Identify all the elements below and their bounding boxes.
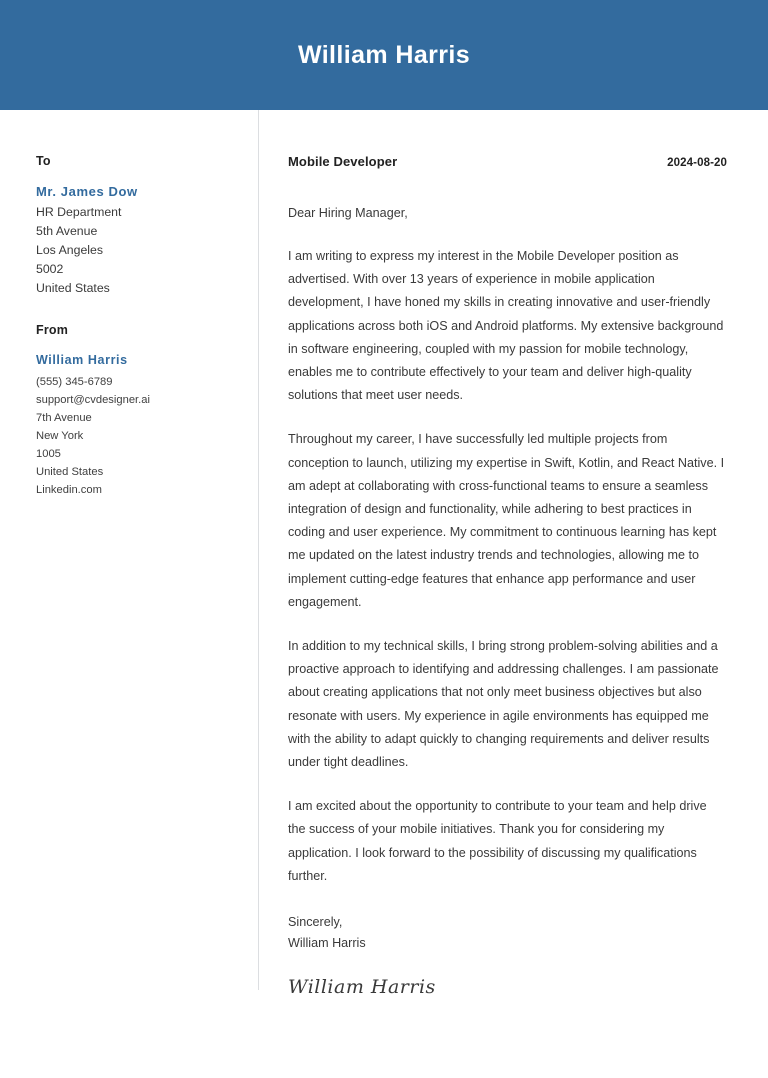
letter-main-column bbox=[259, 110, 768, 998]
sender-heading: From bbox=[36, 323, 69, 337]
position-title: Mobile Developer bbox=[288, 154, 398, 169]
recipient-address-line: 5002 bbox=[36, 262, 64, 276]
letter-paragraph: Throughout my career, I have successfully led multiple projects from conception to launch, utilizing my expertise in Swift, Kotlin, and React Native. I am adept at collaborating with cross-functional teams to ensure a seamless integration of design and functionality, while adhering to best practices in coding and user experience. My commitment to continuous learning has kept me updated on the latest industry trends and technologies, allowing me to implement cutting-edge features that enhance app performance and user engagement. bbox=[288, 432, 725, 609]
letter-body bbox=[0, 110, 768, 998]
recipient-address-line: Los Angeles bbox=[36, 243, 104, 257]
letter-paragraph: I am writing to express my interest in the Mobile Developer position as advertised. With over 13 years of experience in mobile application development, I have honed my skills in creating innovative and user-friendly applications across both iOS and Android platforms. My extensive background in software engineering, coupled with my passion for mobile technology, enables me to contribute effectively to your team and deliver high-quality solutions that meet user needs. bbox=[288, 249, 724, 403]
sender-address-line: United States bbox=[36, 466, 104, 478]
contact-sidebar bbox=[0, 110, 258, 499]
signature: William Harris bbox=[288, 976, 436, 999]
sender-block bbox=[36, 323, 234, 499]
sender-name: William Harris bbox=[36, 353, 128, 367]
letter-date: 2024-08-20 bbox=[667, 157, 727, 169]
recipient-address-line: HR Department bbox=[36, 205, 122, 219]
sender-address-line: New York bbox=[36, 430, 84, 442]
recipient-address-line: United States bbox=[36, 281, 110, 295]
letter-paragraph: I am excited about the opportunity to contribute to your team and help drive the success of your mobile initiatives. Thank you for considering my application. I look forward to the possibility of discussing my qualifications further. bbox=[288, 799, 707, 883]
sender-email: support@cvdesigner.ai bbox=[36, 394, 150, 406]
letter-header-banner bbox=[0, 0, 768, 110]
sender-address-line: 7th Avenue bbox=[36, 412, 92, 424]
letter-meta-row bbox=[288, 154, 727, 169]
closing-block bbox=[288, 912, 727, 954]
closing-name: William Harris bbox=[288, 936, 366, 951]
closing-salutation: Sincerely, bbox=[288, 915, 343, 930]
sender-address-line: 1005 bbox=[36, 448, 61, 460]
sender-phone: (555) 345-6789 bbox=[36, 376, 113, 388]
applicant-name-heading: William Harris bbox=[297, 40, 471, 69]
letter-paragraph: In addition to my technical skills, I bring strong problem-solving abilities and a proactive approach to identifying and addressing challenges. I am passionate about creating applications that not only meet business objectives but also resonate with users. My experience in agile environments has equipped me with the ability to adapt quickly to changing requirements and deliver results under tight deadlines. bbox=[288, 639, 719, 770]
recipient-block bbox=[36, 154, 234, 298]
salutation: Dear Hiring Manager, bbox=[288, 206, 408, 220]
sender-website: Linkedin.com bbox=[36, 484, 102, 496]
recipient-address-line: 5th Avenue bbox=[36, 224, 98, 238]
recipient-name: Mr. James Dow bbox=[36, 184, 138, 199]
recipient-heading: To bbox=[36, 154, 51, 168]
